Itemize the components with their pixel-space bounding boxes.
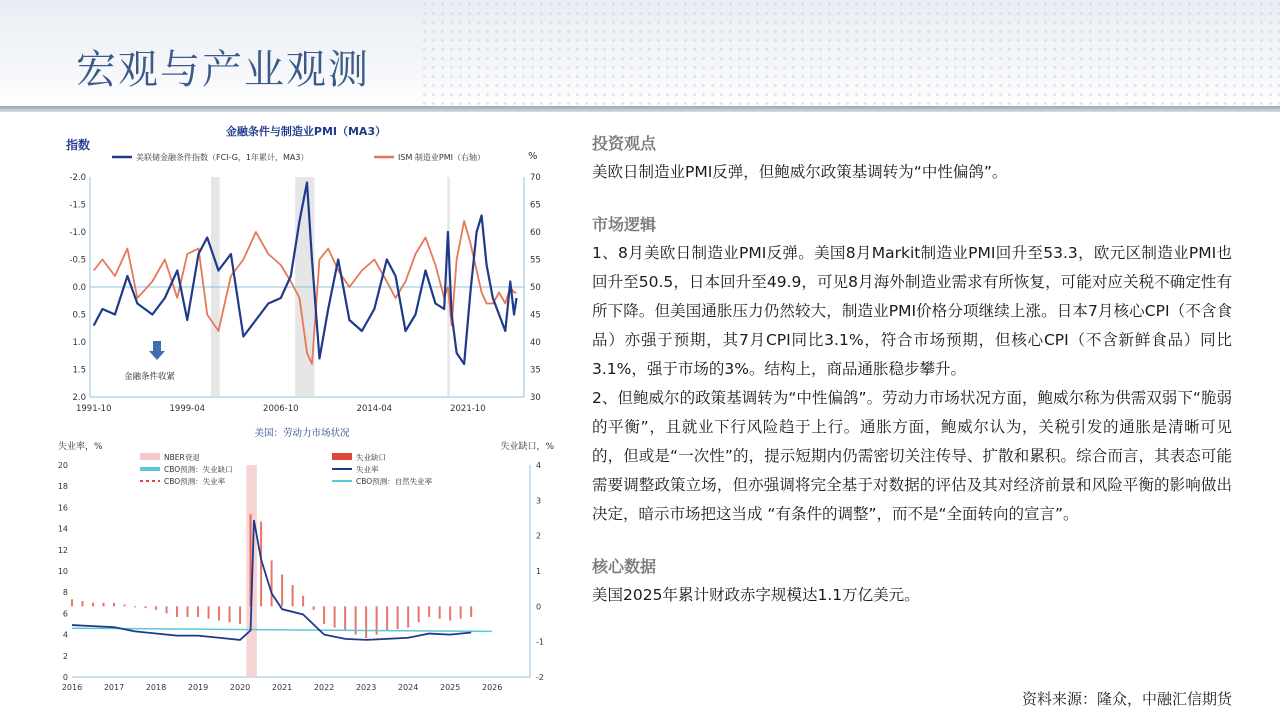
chart2-gap-bar xyxy=(229,606,231,622)
chart2-legend-label: 失业缺口 xyxy=(356,453,386,462)
market-logic-point-1: 1、8月美欧日制造业PMI反弹。美国8月Markit制造业PMI回升至53.3，欧元区制造业PMI也回升至50.5，日本回升至49.9，可见8月海外制造业需求有所恢复，可能对应关税不确定性有所下降。但美国通胀压力仍然较大，制造业PMI价格分项继续上涨。日本7月核心CPI（不含食品）亦强于预期，其7月CPI同比3.1%，符合市场预期，但核心CPI（不含新鲜食品）同比3.1%，强于市场的3%。结构上，商品通胀稳步攀升。 xyxy=(592,244,1232,378)
chart2-y-tick-right: -2 xyxy=(536,673,544,682)
chart2-x-tick: 2018 xyxy=(145,683,167,692)
chart2-y-tick: 12 xyxy=(57,545,68,555)
chart2-gap-bar xyxy=(313,606,315,610)
chart2-y-tick: 0 xyxy=(62,673,68,682)
chart-panel xyxy=(52,115,560,695)
chart1-y-tick-right: 40 xyxy=(530,338,541,348)
page-title: 宏观与产业观测 xyxy=(76,47,370,93)
chart2-y-tick: 8 xyxy=(62,588,68,598)
chart2-y-tick: 16 xyxy=(57,503,68,513)
chart2-gap-bar xyxy=(281,575,283,607)
chart2-gap-bar xyxy=(365,606,367,638)
chart1-y-tick: -1.0 xyxy=(69,228,86,238)
chart1-legend-pmi: ISM 制造业PMI（右轴） xyxy=(398,153,485,162)
chart1-annotation-arrow xyxy=(149,341,165,360)
chart2-gap-bar xyxy=(82,601,84,606)
chart2-x-tick: 2021 xyxy=(271,683,293,692)
source-note: 资料来源：隆众，中融汇信期货 xyxy=(1021,690,1232,708)
invest-view-text: 美欧日制造业PMI反弹，但鲍威尔政策基调转为“中性偏鸽”。 xyxy=(592,163,1008,181)
core-data-text: 美国2025年累计财政赤字规模达1.1万亿美元。 xyxy=(592,586,920,604)
chart1-y-tick: -2.0 xyxy=(69,173,86,183)
chart2-y-tick: 10 xyxy=(57,567,68,576)
chart2-legend-label: CBO预测：自然失业率 xyxy=(356,477,433,486)
chart1-x-tick: 1991-10 xyxy=(75,404,112,414)
chart-fci-pmi xyxy=(52,115,560,425)
chart2-gap-bar xyxy=(418,606,420,622)
chart2-gap-bar xyxy=(103,603,105,607)
chart2-x-tick: 2019 xyxy=(187,683,209,692)
chart2-gap-bar xyxy=(460,606,462,618)
chart2-gap-bar xyxy=(439,606,441,618)
chart2-gap-bar xyxy=(124,605,126,607)
chart2-gap-bar xyxy=(176,606,178,617)
chart2-y-tick: 2 xyxy=(62,651,68,661)
market-logic-point-2: 2、但鲍威尔的政策基调转为“中性偏鸽”。劳动力市场状况方面，鲍威尔称为供需双弱下“脆弱的平衡”，且就业下行风险趋于上行。通胀方面，鲍威尔认为，关税引发的通胀是清晰可见的，但或是“一次性”的，提示短期内仍需密切关注传导、扩散和累积。综合而言，其表态可能需要调整政策立场，但亦强调将完全基于对数据的评估及其对经济前景和风险平衡的影响做出决定，暗示市场把这当成 “有条件的调整”，而不是“全面转向的宣言”。 xyxy=(592,389,1232,523)
chart2-x-tick: 2017 xyxy=(103,683,125,692)
chart2-legend-label: NBER衰退 xyxy=(164,453,200,462)
chart1-ylabel: 指数 xyxy=(66,138,91,152)
chart2-gap-bar xyxy=(239,606,241,624)
chart2-y-tick-right: 1 xyxy=(536,567,542,576)
chart2-gap-bar xyxy=(218,606,220,620)
chart2-gap-bar xyxy=(187,606,189,617)
chart2-gap-bar xyxy=(344,606,346,631)
header-world-map-pattern xyxy=(420,0,1280,110)
chart1-y-tick-right: 55 xyxy=(530,255,541,266)
chart2-x-tick: 2025 xyxy=(439,683,461,692)
chart2-gap-bar xyxy=(166,606,168,613)
chart1-y-tick: -1.5 xyxy=(69,200,86,211)
chart2-y-tick: 20 xyxy=(57,461,68,470)
chart1-y-tick-right: 35 xyxy=(530,365,541,376)
chart2-gap-bar xyxy=(449,606,451,620)
chart1-x-tick: 2006-10 xyxy=(263,404,299,414)
chart2-gap-bar xyxy=(323,606,325,624)
chart2-y-tick-right: -1 xyxy=(536,637,544,647)
chart2-y-tick-right: 3 xyxy=(536,496,542,506)
chart1-legend-fci: 美联储金融条件指数（FCI-G，1年累计，MA3） xyxy=(136,153,309,162)
chart2-gap-bar xyxy=(71,599,73,606)
chart2-y-tick: 6 xyxy=(62,609,68,619)
chart1-y-tick-right: 60 xyxy=(530,228,541,238)
chart1-y-tick-right: 50 xyxy=(530,283,541,293)
chart2-gap-bar xyxy=(92,603,94,607)
chart2-x-tick: 2016 xyxy=(61,683,83,692)
commentary xyxy=(592,130,1232,610)
chart1-y-tick: 1.5 xyxy=(72,365,86,376)
chart2-gap-bar xyxy=(292,585,294,606)
chart2-gap-bar xyxy=(397,606,399,629)
chart2-x-tick: 2020 xyxy=(229,683,251,692)
chart2-gap-bar xyxy=(407,606,409,627)
chart2-gap-bar xyxy=(113,603,115,607)
chart1-annotation: 金融条件收紧 xyxy=(124,372,176,382)
core-data-heading: 核心数据 xyxy=(592,557,657,576)
chart2-y-tick-right: 4 xyxy=(536,461,542,470)
chart2-title: 美国：劳动力市场状况 xyxy=(254,428,350,439)
chart2-legend-label: CBO预测：失业率 xyxy=(164,477,226,486)
chart2-legend-label: 失业率 xyxy=(356,465,379,474)
chart2-x-tick: 2024 xyxy=(397,683,419,692)
chart2-y-tick-right: 0 xyxy=(536,602,542,612)
chart2-gap-bar xyxy=(208,606,210,618)
chart1-ylabel-right: % xyxy=(528,151,538,162)
chart2-gap-bar xyxy=(271,560,273,606)
chart1-y-tick-right: 45 xyxy=(530,310,541,321)
chart-labor-market xyxy=(52,425,560,695)
invest-view-heading: 投资观点 xyxy=(592,134,657,153)
chart2-gap-bar xyxy=(155,606,157,610)
chart1-x-tick: 2014-04 xyxy=(356,404,393,414)
chart1-x-tick: 2021-10 xyxy=(450,404,486,414)
chart1-y-tick: 0.5 xyxy=(72,310,86,321)
chart1-y-tick-right: 65 xyxy=(530,200,541,211)
chart2-y-tick-right: 2 xyxy=(536,531,542,541)
chart1-y-tick: 2.0 xyxy=(72,393,86,403)
chart2-gap-bar xyxy=(134,606,136,607)
chart1-y-tick-right: 30 xyxy=(530,393,541,403)
chart1-y-tick-right: 70 xyxy=(530,173,541,183)
chart2-y-tick: 18 xyxy=(57,482,68,492)
chart2-legend-label: CBO预测：失业缺口 xyxy=(164,465,233,474)
chart2-gap-bar xyxy=(145,606,147,608)
chart1-title: 金融条件与制造业PMI（MA3） xyxy=(225,125,387,138)
chart2-gap-bar xyxy=(197,606,199,617)
chart1-y-tick: -0.5 xyxy=(69,255,86,266)
chart1-y-tick: 0.0 xyxy=(72,283,86,293)
chart2-legend-swatch xyxy=(140,453,160,460)
chart2-gap-bar xyxy=(470,606,472,617)
header-divider xyxy=(0,106,1280,112)
chart1-y-tick: 1.0 xyxy=(72,338,86,348)
chart2-gap-bar xyxy=(302,596,304,607)
chart2-x-tick: 2022 xyxy=(313,683,335,692)
chart2-y-tick: 4 xyxy=(62,630,68,640)
market-logic-heading: 市场逻辑 xyxy=(592,215,657,234)
chart2-x-tick: 2026 xyxy=(482,683,503,692)
chart2-ylabel-right: 失业缺口，% xyxy=(500,442,554,452)
chart2-ylabel: 失业率，% xyxy=(58,442,103,452)
chart2-x-tick: 2023 xyxy=(355,683,377,692)
chart2-gap-bar xyxy=(334,606,336,627)
chart2-gap-bar xyxy=(428,606,430,617)
chart1-x-tick: 1999-04 xyxy=(169,404,206,414)
chart2-gap-bar xyxy=(386,606,388,631)
chart2-legend-swatch xyxy=(332,453,352,460)
chart2-y-tick: 14 xyxy=(57,524,68,534)
